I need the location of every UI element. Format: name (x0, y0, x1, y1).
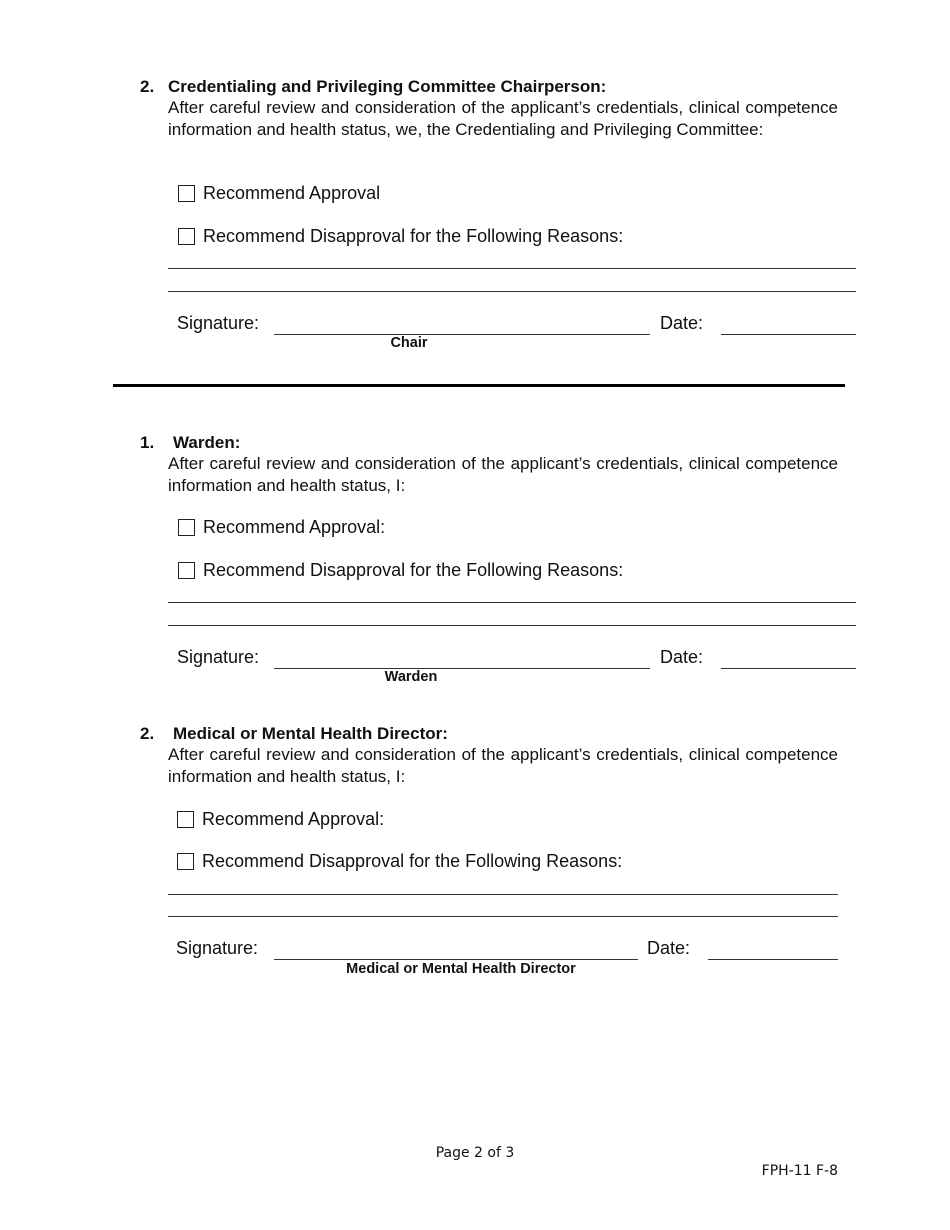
signer-caption: Medical or Mental Health Director (346, 961, 576, 977)
section-divider (113, 384, 845, 387)
approve-checkbox[interactable] (178, 519, 195, 536)
section-number: 2. (140, 77, 155, 96)
page-number: Page 2 of 3 (435, 1145, 515, 1161)
reason-line[interactable] (168, 625, 856, 626)
approve-option[interactable] (178, 517, 385, 538)
date-line[interactable] (721, 668, 856, 669)
approve-label: Recommend Approval: (202, 809, 385, 829)
section-body: After careful review and consideration of the applicant’s credentials, clinical competence information and health status, I: (168, 745, 838, 786)
section-title: Medical or Mental Health Director: (173, 724, 448, 743)
disapprove-label: Recommend Disapproval for the Following Reasons: (203, 560, 624, 580)
signer-caption: Warden (384, 669, 438, 685)
signature-label: Signature: (177, 647, 260, 667)
date-line[interactable] (721, 334, 856, 335)
date-label: Date: (660, 647, 704, 667)
date-label: Date: (660, 313, 704, 333)
signature-line[interactable] (274, 959, 638, 960)
approve-checkbox[interactable] (177, 811, 194, 828)
section-body: After careful review and consideration of the applicant’s credentials, clinical competence information and health status, I: (168, 454, 838, 495)
disapprove-option[interactable] (178, 560, 623, 581)
section-title: Warden: (173, 433, 241, 452)
date-label: Date: (647, 938, 691, 958)
disapprove-checkbox[interactable] (177, 853, 194, 870)
disapprove-label: Recommend Disapproval for the Following Reasons: (203, 226, 624, 246)
approve-checkbox[interactable] (178, 185, 195, 202)
reason-line[interactable] (168, 894, 838, 895)
approve-option[interactable] (178, 183, 380, 204)
approve-option[interactable] (177, 809, 384, 830)
approve-label: Recommend Approval (203, 183, 381, 203)
section-body: After careful review and consideration of the applicant’s credentials, clinical competence information and health status, we, the Credentialing and Privileging Committee: (168, 98, 838, 139)
section-title: Credentialing and Privileging Committee Chairperson: (168, 77, 607, 96)
reason-line[interactable] (168, 916, 838, 917)
form-id: FPH-11 F-8 (761, 1163, 838, 1179)
reason-line[interactable] (168, 291, 856, 292)
signature-label: Signature: (177, 313, 260, 333)
reason-line[interactable] (168, 602, 856, 603)
disapprove-checkbox[interactable] (178, 228, 195, 245)
disapprove-option[interactable] (177, 851, 622, 872)
date-line[interactable] (708, 959, 838, 960)
reason-line[interactable] (168, 268, 856, 269)
disapprove-option[interactable] (178, 226, 623, 247)
signer-caption: Chair (390, 335, 428, 351)
section-number: 2. (140, 724, 155, 743)
section-number: 1. (140, 433, 155, 452)
disapprove-label: Recommend Disapproval for the Following Reasons: (202, 851, 623, 871)
approve-label: Recommend Approval: (203, 517, 386, 537)
signature-label: Signature: (176, 938, 259, 958)
disapprove-checkbox[interactable] (178, 562, 195, 579)
